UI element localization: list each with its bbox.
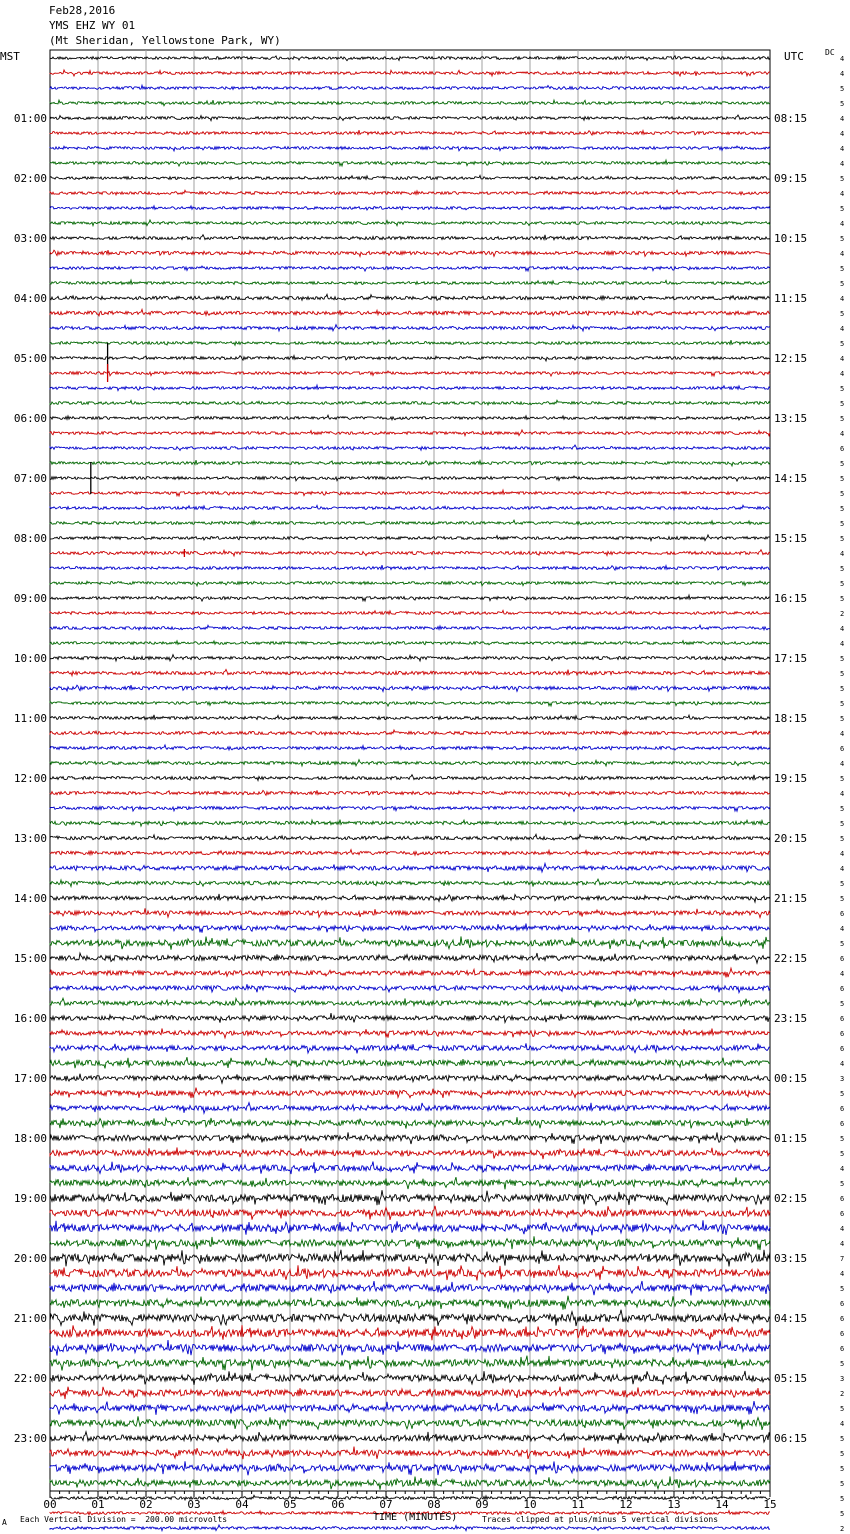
trace-row: [50, 565, 770, 570]
x-tick-label: 00: [43, 1498, 57, 1511]
trace-row: [50, 1057, 770, 1068]
trace-row: [50, 908, 770, 917]
dc-offset-value: 2: [840, 610, 845, 618]
trace-row: [50, 294, 770, 300]
dc-offset-value: 6: [840, 1105, 845, 1113]
dc-offset-value: 4: [840, 790, 845, 798]
hour-label-left: 03:00: [13, 232, 47, 245]
trace-row: [50, 745, 770, 750]
dc-offset-value: 5: [840, 460, 845, 468]
dc-offset-value: 5: [840, 595, 845, 603]
trace-row: [50, 581, 770, 586]
hour-label-left: 13:00: [13, 832, 47, 845]
right-zone-label: UTC: [784, 50, 804, 63]
trace-row: [50, 1074, 770, 1083]
hour-label-left: 07:00: [13, 472, 47, 485]
dc-offset-value: 4: [840, 325, 845, 333]
dc-offset-value: 5: [840, 235, 845, 243]
trace-row: [50, 760, 770, 766]
hour-label-left: 01:00: [13, 112, 47, 125]
dc-offset-value: 4: [840, 970, 845, 978]
hour-label-left: 16:00: [13, 1012, 47, 1025]
dc-offset-value: 5: [840, 655, 845, 663]
trace-row: [50, 445, 770, 450]
dc-offset-value: 5: [840, 400, 845, 408]
dc-offset-value: 4: [840, 1060, 845, 1068]
trace-row: [50, 175, 770, 179]
dc-offset-value: 5: [840, 895, 845, 903]
header-station: YMS EHZ WY 01: [49, 19, 136, 32]
hour-label-left: 18:00: [13, 1132, 47, 1145]
trace-row: [50, 1525, 770, 1531]
dc-offset-value: 4: [840, 355, 845, 363]
hour-label-left: 19:00: [13, 1192, 47, 1205]
dc-offset-value: 5: [840, 1405, 845, 1413]
footer-scale: Each Vertical Division = 200.00 microvolts: [20, 1515, 228, 1524]
dc-offset-value: 5: [840, 85, 845, 93]
trace-row: [50, 520, 770, 525]
trace-row: [50, 385, 770, 390]
trace-row: [50, 206, 770, 210]
hour-label-right: 10:15: [774, 232, 808, 245]
trace-row: [50, 1281, 770, 1295]
trace-row: [50, 1043, 770, 1053]
x-tick-label: 01: [91, 1498, 105, 1511]
dc-offset-value: 4: [840, 625, 845, 633]
x-tick-label: 09: [475, 1498, 489, 1511]
dc-offset-value: 5: [840, 520, 845, 528]
trace-row: [50, 701, 770, 706]
trace-row: [50, 730, 770, 735]
hour-label-left: 23:00: [13, 1432, 47, 1445]
left-zone-label: MST: [0, 50, 20, 63]
hour-label-right: 09:15: [774, 172, 808, 185]
hour-label-left: 06:00: [13, 412, 47, 425]
dc-offset-value: 6: [840, 1300, 845, 1308]
trace-row: [50, 1190, 770, 1205]
dc-offset-value: 6: [840, 745, 845, 753]
dc-offset-value: 5: [840, 685, 845, 693]
trace-row: [50, 146, 770, 151]
dc-offset-value: 6: [840, 1045, 845, 1053]
dc-offset-value: 5: [840, 940, 845, 948]
trace-row: [50, 356, 770, 361]
trace-row: [50, 936, 770, 949]
trace-row: [50, 775, 770, 781]
trace-row: [50, 1401, 770, 1415]
hour-label-right: 05:15: [774, 1372, 808, 1385]
trace-row: [50, 430, 770, 436]
dc-offset-value: 5: [840, 535, 845, 543]
trace-row: [50, 550, 770, 556]
dc-offset-value: 4: [840, 1165, 845, 1173]
dc-offset-value: 4: [840, 925, 845, 933]
trace-row: [50, 1265, 770, 1280]
trace-row: [50, 535, 770, 541]
trace-row: [50, 56, 770, 61]
dc-offset-value: 4: [840, 250, 845, 258]
trace-row: [50, 1132, 770, 1144]
dc-offset-value: 4: [840, 760, 845, 768]
dc-offset-value: 2: [840, 1525, 845, 1533]
dc-offset-value: 5: [840, 580, 845, 588]
dc-offset-value: 4: [840, 1420, 845, 1428]
trace-row: [50, 505, 770, 510]
trace-row: [50, 250, 770, 256]
dc-offset-value: 5: [840, 505, 845, 513]
header-location: (Mt Sheridan, Yellowstone Park, WY): [49, 34, 281, 47]
dc-offset-value: 6: [840, 1345, 845, 1353]
hour-label-left: 10:00: [13, 652, 47, 665]
dc-offset-value: 4: [840, 115, 845, 123]
dc-offset-value: 5: [840, 1465, 845, 1473]
dc-offset-value: 4: [840, 640, 845, 648]
hour-label-right: 18:15: [774, 712, 808, 725]
dc-offset-value: 4: [840, 430, 845, 438]
trace-row: [50, 1177, 770, 1189]
x-tick-label: 10: [523, 1498, 537, 1511]
trace-row: [50, 325, 770, 331]
trace-row: [50, 998, 770, 1007]
dc-offset-value: 3: [840, 1075, 845, 1083]
dc-offset-value: 4: [840, 865, 845, 873]
trace-row: [50, 115, 770, 121]
hour-label-right: 11:15: [774, 292, 808, 305]
dc-offset-value: 4: [840, 160, 845, 168]
hour-label-right: 00:15: [774, 1072, 808, 1085]
trace-row: [50, 968, 770, 977]
dc-offset-value: 5: [840, 175, 845, 183]
trace-row: [50, 1325, 770, 1340]
x-tick-label: 15: [763, 1498, 777, 1511]
trace-row: [50, 669, 770, 675]
dc-offset-value: 6: [840, 1120, 845, 1128]
dc-offset-value: 5: [840, 835, 845, 843]
dc-offset-value: 5: [840, 670, 845, 678]
trace-row: [50, 130, 770, 135]
trace-row: [50, 984, 770, 992]
trace-row: [50, 1387, 770, 1399]
dc-offset-value: 5: [840, 100, 845, 108]
trace-row: [50, 220, 770, 226]
dc-offset-value: 4: [840, 1270, 845, 1278]
trace-row: [50, 235, 770, 240]
trace-row: [50, 371, 770, 376]
hour-label-right: 14:15: [774, 472, 808, 485]
dc-offset-value: 4: [840, 55, 845, 63]
trace-row: [50, 924, 770, 933]
hour-label-right: 13:15: [774, 412, 808, 425]
hour-label-left: 15:00: [13, 952, 47, 965]
x-tick-label: 02: [139, 1498, 153, 1511]
hour-label-right: 16:15: [774, 592, 808, 605]
dc-offset-value: 6: [840, 955, 845, 963]
trace-row: [50, 595, 770, 601]
dc-offset-value: 5: [840, 775, 845, 783]
hour-label-right: 23:15: [774, 1012, 808, 1025]
dc-offset-value: 5: [840, 1480, 845, 1488]
x-tick-label: 14: [715, 1498, 729, 1511]
trace-row: [50, 1147, 770, 1159]
dc-offset-value: 4: [840, 295, 845, 303]
hour-label-left: 11:00: [13, 712, 47, 725]
hour-label-right: 17:15: [774, 652, 808, 665]
trace-row: [50, 610, 770, 614]
hour-label-left: 05:00: [13, 352, 47, 365]
dc-offset-value: 5: [840, 1135, 845, 1143]
trace-row: [50, 1476, 770, 1489]
hour-label-right: 19:15: [774, 772, 808, 785]
trace-row: [50, 1447, 770, 1460]
trace-row: [50, 1356, 770, 1371]
dc-offset-value: 5: [840, 205, 845, 213]
trace-row: [50, 476, 770, 481]
trace-row: [50, 1029, 770, 1038]
x-tick-label: 03: [187, 1498, 201, 1511]
dc-offset-value: 5: [840, 1450, 845, 1458]
dc-offset-value: 5: [840, 880, 845, 888]
dc-offset-value: 6: [840, 1210, 845, 1218]
hour-label-left: 17:00: [13, 1072, 47, 1085]
x-tick-label: 04: [235, 1498, 249, 1511]
dc-offset-value: 6: [840, 1195, 845, 1203]
dc-offset-value: 5: [840, 805, 845, 813]
footer-clip: Traces clipped at plus/minus 5 vertical divisions: [482, 1515, 719, 1524]
dc-offset-value: 5: [840, 1285, 845, 1293]
dc-offset-value: 5: [840, 490, 845, 498]
dc-offset-value: 6: [840, 1315, 845, 1323]
hour-label-right: 04:15: [774, 1312, 808, 1325]
trace-row: [50, 806, 770, 812]
hour-label-left: 14:00: [13, 892, 47, 905]
dc-offset-value: 5: [840, 1000, 845, 1008]
dc-offset-value: 4: [840, 850, 845, 858]
trace-row: [50, 1340, 770, 1356]
dc-offset-value: 6: [840, 1330, 845, 1338]
trace-row: [50, 1206, 770, 1220]
trace-row: [50, 266, 770, 271]
hour-label-right: 22:15: [774, 952, 808, 965]
trace-row: [50, 863, 770, 872]
dc-offset-value: 5: [840, 1495, 845, 1503]
dc-offset-value: 2: [840, 1390, 845, 1398]
hour-label-right: 08:15: [774, 112, 808, 125]
trace-row: [50, 280, 770, 284]
dc-offset-value: 4: [840, 370, 845, 378]
dc-offset-value: 5: [840, 415, 845, 423]
trace-row: [50, 790, 770, 796]
trace-row: [50, 100, 770, 106]
x-tick-label: 11: [571, 1498, 585, 1511]
hour-label-left: 09:00: [13, 592, 47, 605]
trace-row: [50, 490, 770, 496]
hour-label-right: 21:15: [774, 892, 808, 905]
trace-row: [50, 1013, 770, 1023]
dc-offset-value: 4: [840, 1240, 845, 1248]
dc-offset-value: 4: [840, 70, 845, 78]
trace-row: [50, 1310, 770, 1326]
trace-row: [50, 1432, 770, 1444]
trace-row: [50, 834, 770, 840]
footer-mark: A: [2, 1518, 7, 1527]
dc-offset-value: 5: [840, 265, 845, 273]
trace-row: [50, 1103, 770, 1114]
dc-offset-value: 6: [840, 985, 845, 993]
dc-offset-value: 6: [840, 1015, 845, 1023]
dc-offset-value: 5: [840, 700, 845, 708]
dc-offset-value: 5: [840, 310, 845, 318]
header-date: Feb28,2016: [49, 4, 116, 17]
trace-row: [50, 400, 770, 405]
hour-label-left: 20:00: [13, 1252, 47, 1265]
dc-offset-value: 5: [840, 475, 845, 483]
dc-offset-value: 4: [840, 190, 845, 198]
hour-label-right: 15:15: [774, 532, 808, 545]
trace-row: [50, 1088, 770, 1098]
hour-label-right: 20:15: [774, 832, 808, 845]
dc-offset-value: 3: [840, 1375, 845, 1383]
dc-offset-value: 4: [840, 145, 845, 153]
dc-offset-value: 4: [840, 130, 845, 138]
hour-label-left: 12:00: [13, 772, 47, 785]
x-axis-title: TIME (MINUTES): [373, 1512, 458, 1523]
trace-row: [50, 1371, 770, 1385]
hour-label-right: 02:15: [774, 1192, 808, 1205]
trace-row: [50, 85, 770, 89]
trace-row: [50, 460, 770, 466]
dc-offset-value: 5: [840, 340, 845, 348]
trace-row: [50, 1296, 770, 1310]
trace-row: [50, 415, 770, 420]
hour-label-left: 02:00: [13, 172, 47, 185]
trace-row: [50, 1495, 770, 1500]
x-tick-label: 07: [379, 1498, 393, 1511]
dc-offset-value: 5: [840, 280, 845, 288]
trace-row: [50, 685, 770, 691]
dc-label: DC: [825, 48, 835, 57]
trace-row: [50, 160, 770, 166]
trace-row: [50, 953, 770, 963]
dc-offset-value: 5: [840, 715, 845, 723]
trace-row: [50, 1220, 770, 1235]
dc-offset-value: 5: [840, 385, 845, 393]
x-tick-label: 06: [331, 1498, 345, 1511]
trace-row: [50, 820, 770, 827]
trace-row: [50, 879, 770, 886]
dc-offset-value: 7: [840, 1255, 845, 1263]
trace-row: [50, 309, 770, 315]
trace-row: [50, 1236, 770, 1250]
hour-label-left: 22:00: [13, 1372, 47, 1385]
x-tick-label: 08: [427, 1498, 441, 1511]
dc-offset-value: 5: [840, 1150, 845, 1158]
x-tick-label: 12: [619, 1498, 633, 1511]
hour-label-right: 06:15: [774, 1432, 808, 1445]
trace-row: [50, 1416, 770, 1430]
dc-offset-value: 6: [840, 1030, 845, 1038]
trace-row: [50, 70, 770, 76]
hour-label-right: 01:15: [774, 1132, 808, 1145]
x-tick-label: 05: [283, 1498, 297, 1511]
trace-row: [50, 340, 770, 345]
hour-label-left: 08:00: [13, 532, 47, 545]
trace-row: [50, 850, 770, 856]
trace-row: [50, 715, 770, 720]
hour-label-right: 12:15: [774, 352, 808, 365]
dc-offset-value: 6: [840, 445, 845, 453]
hour-label-left: 04:00: [13, 292, 47, 305]
dc-offset-value: 5: [840, 1360, 845, 1368]
trace-row: [50, 655, 770, 661]
dc-offset-value: 4: [840, 1225, 845, 1233]
trace-row: [50, 625, 770, 630]
dc-offset-value: 5: [840, 1180, 845, 1188]
trace-row: [50, 190, 770, 195]
trace-row: [50, 1461, 770, 1475]
trace-row: [50, 1117, 770, 1128]
dc-offset-value: 4: [840, 550, 845, 558]
dc-offset-value: 6: [840, 910, 845, 918]
dc-offset-value: 5: [840, 1510, 845, 1518]
hour-label-left: 21:00: [13, 1312, 47, 1325]
dc-offset-value: 5: [840, 1090, 845, 1098]
dc-offset-value: 5: [840, 1435, 845, 1443]
dc-offset-value: 4: [840, 220, 845, 228]
hour-label-right: 03:15: [774, 1252, 808, 1265]
trace-row: [50, 641, 770, 645]
trace-row: [50, 894, 770, 902]
trace-row: [50, 1162, 770, 1174]
dc-offset-value: 5: [840, 565, 845, 573]
dc-offset-value: 4: [840, 730, 845, 738]
x-tick-label: 13: [667, 1498, 681, 1511]
trace-row: [50, 1250, 770, 1267]
dc-offset-value: 5: [840, 820, 845, 828]
